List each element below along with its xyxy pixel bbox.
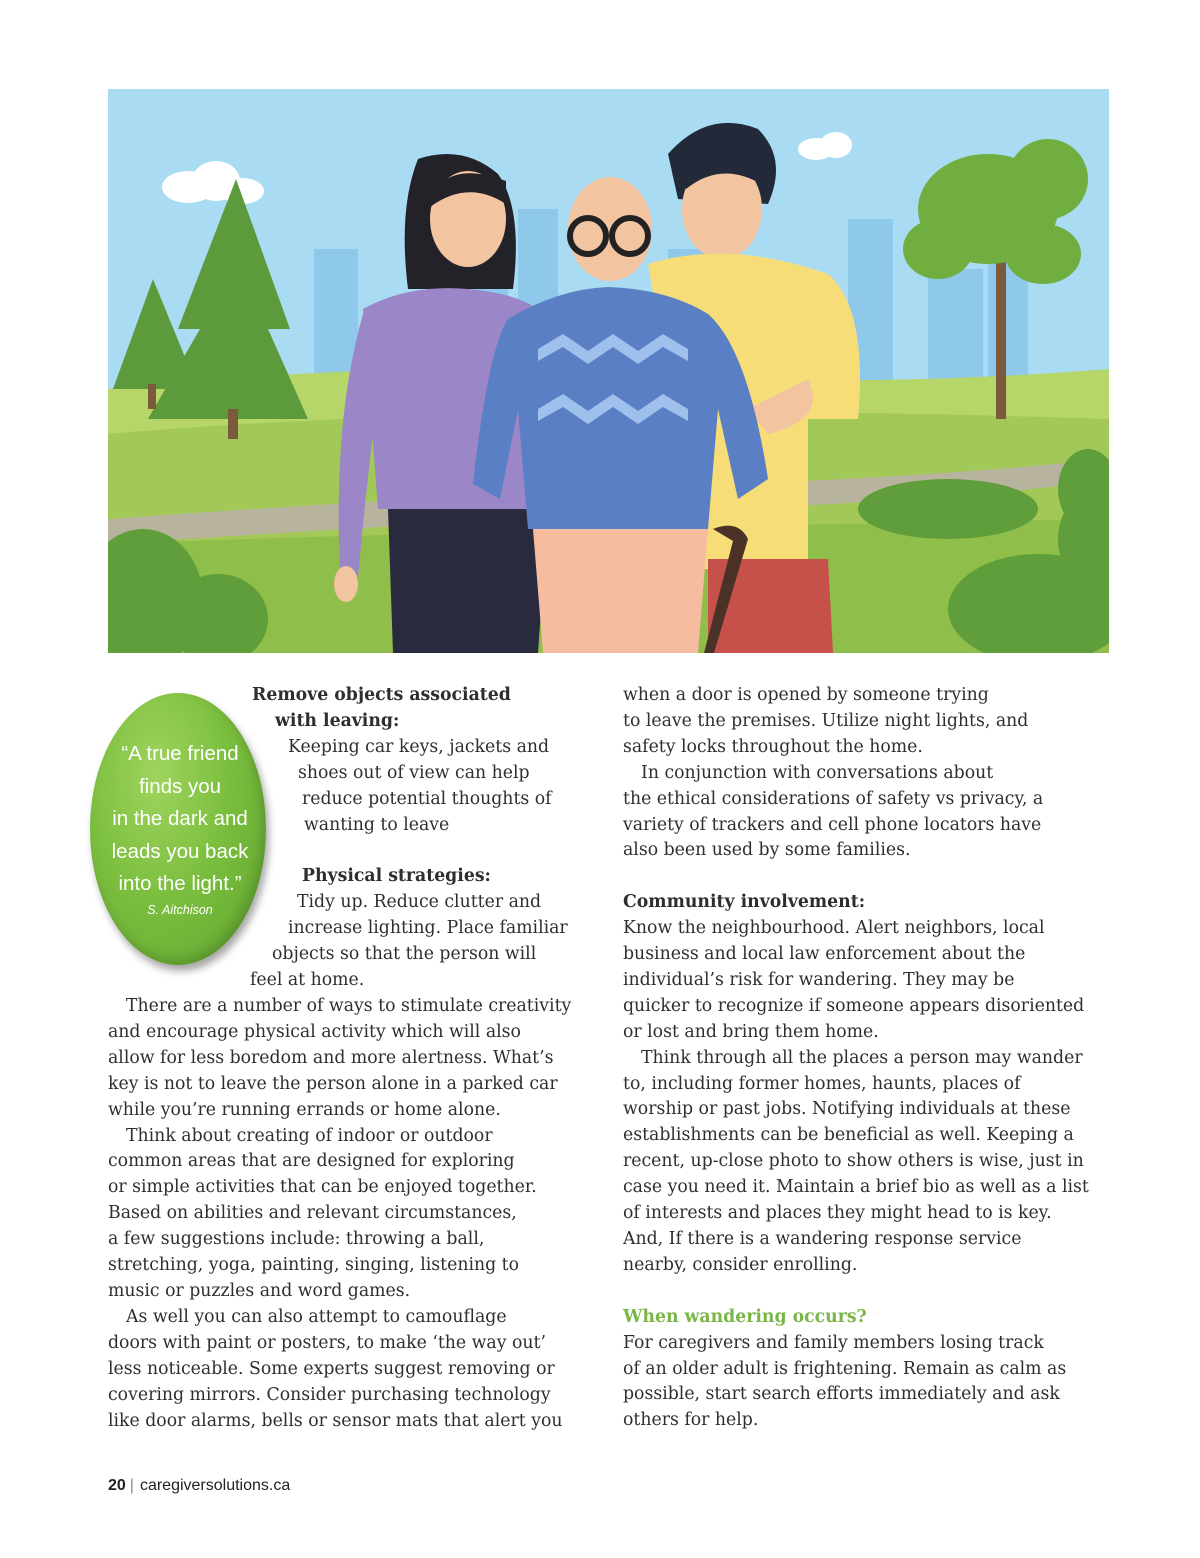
text-line: case you need it. Maintain a brief bio as well as a list bbox=[623, 1177, 1089, 1198]
text-line: or simple activities that can be enjoyed together. bbox=[108, 1177, 537, 1198]
text-line: Think through all the places a person may wander bbox=[641, 1047, 1083, 1068]
footer-separator: | bbox=[129, 1477, 134, 1494]
text-line: objects so that the person will bbox=[272, 944, 537, 965]
text-line: the ethical considerations of safety vs privacy, a bbox=[623, 788, 1044, 809]
text-line: possible, start search efforts immediately and ask bbox=[623, 1384, 1060, 1405]
text-line: nearby, consider enrolling. bbox=[623, 1254, 858, 1275]
text-line: Think about creating of indoor or outdoor bbox=[126, 1125, 493, 1146]
text-line: others for help. bbox=[623, 1410, 759, 1431]
text-line: of an older adult is frightening. Remain as calm as bbox=[623, 1358, 1067, 1379]
text-line: covering mirrors. Consider purchasing technology bbox=[108, 1384, 551, 1405]
text-line: safety locks throughout the home. bbox=[623, 736, 923, 757]
text-line: variety of trackers and cell phone locators have bbox=[623, 814, 1042, 835]
pull-quote-line: in the dark and bbox=[112, 807, 248, 831]
footer-site-link[interactable]: caregiversolutions.ca bbox=[139, 1477, 291, 1494]
text-line: stretching, yoga, painting, singing, listening to bbox=[108, 1255, 520, 1276]
section-heading-community-involvement: Community involvement: bbox=[623, 892, 866, 913]
text-line: Keeping car keys, jackets and bbox=[288, 736, 550, 757]
text-line: while you’re running errands or home alone. bbox=[108, 1099, 501, 1120]
hero-illustration bbox=[108, 89, 1109, 653]
text-line: key is not to leave the person alone in a parked car bbox=[108, 1073, 558, 1094]
text-line: increase lighting. Place familiar bbox=[288, 918, 568, 939]
text-line: to, including former homes, haunts, places of bbox=[623, 1073, 1021, 1094]
text-line: feel at home. bbox=[250, 969, 365, 990]
section-heading-remove-objects: Remove objects associated bbox=[252, 685, 511, 705]
text-line: like door alarms, bells or sensor mats that alert you bbox=[108, 1410, 563, 1431]
text-line: or lost and bring them home. bbox=[623, 1021, 879, 1042]
text-line: recent, up-close photo to show others is wise, just in bbox=[623, 1151, 1084, 1172]
text-line: reduce potential thoughts of bbox=[302, 788, 552, 809]
text-line: a few suggestions include: throwing a ball, bbox=[108, 1229, 485, 1250]
left-column-bottom bbox=[108, 994, 608, 1434]
pull-quote-line: finds you bbox=[138, 774, 222, 798]
text-line: of interests and places they might head to is key. bbox=[623, 1203, 1052, 1224]
text-line: worship or past jobs. Notifying individuals at these bbox=[623, 1099, 1071, 1120]
pull-quote-line: “A true friend bbox=[121, 742, 239, 765]
text-line: music or puzzles and word games. bbox=[108, 1280, 411, 1301]
text-line: There are a number of ways to stimulate creativity bbox=[126, 996, 572, 1016]
pull-quote-author: S. Aitchison bbox=[147, 903, 213, 917]
text-line: when a door is opened by someone trying bbox=[623, 685, 989, 705]
right-column bbox=[623, 683, 1123, 1434]
text-line: Know the neighbourhood. Alert neighbors, local bbox=[623, 918, 1045, 939]
text-line: For caregivers and family members losing track bbox=[623, 1332, 1044, 1353]
text-line: Based on abilities and relevant circumstances, bbox=[108, 1203, 517, 1224]
text-line: And, If there is a wandering response service bbox=[623, 1229, 1022, 1250]
text-line: less noticeable. Some experts suggest removing or bbox=[108, 1358, 555, 1379]
text-line: In conjunction with conversations about bbox=[641, 762, 994, 783]
text-line: to leave the premises. Utilize night lights, and bbox=[623, 710, 1029, 731]
section-heading-physical-strategies: Physical strategies: bbox=[302, 866, 491, 887]
text-line: and encourage physical activity which will also bbox=[108, 1021, 521, 1042]
text-line: quicker to recognize if someone appears disoriented bbox=[623, 995, 1085, 1016]
section-heading-remove-objects-cont: with leaving: bbox=[275, 710, 400, 731]
text-line: As well you can also attempt to camouflage bbox=[126, 1306, 507, 1327]
text-line: also been used by some families. bbox=[623, 840, 911, 861]
text-line: individual’s risk for wandering. They may be bbox=[623, 969, 1015, 990]
text-line: establishments can be beneficial as well. Keeping a bbox=[623, 1125, 1074, 1146]
text-line: business and local law enforcement about the bbox=[623, 944, 1026, 965]
page-number: 20 bbox=[108, 1477, 126, 1494]
pull-quote-line: leads you back bbox=[111, 839, 249, 863]
text-line: Tidy up. Reduce clutter and bbox=[297, 892, 542, 913]
text-line: doors with paint or posters, to make ‘the way out’ bbox=[108, 1332, 546, 1353]
left-column-top bbox=[108, 683, 608, 994]
section-heading-when-wandering-occurs: When wandering occurs? bbox=[623, 1306, 867, 1327]
text-line: shoes out of view can help bbox=[298, 762, 530, 783]
text-line: allow for less boredom and more alertness. What’s bbox=[108, 1047, 554, 1068]
text-line: common areas that are designed for exploring bbox=[108, 1151, 515, 1172]
pull-quote-line: into the light.” bbox=[118, 872, 242, 896]
text-line: wanting to leave bbox=[304, 814, 450, 835]
page-footer bbox=[108, 1477, 290, 1495]
